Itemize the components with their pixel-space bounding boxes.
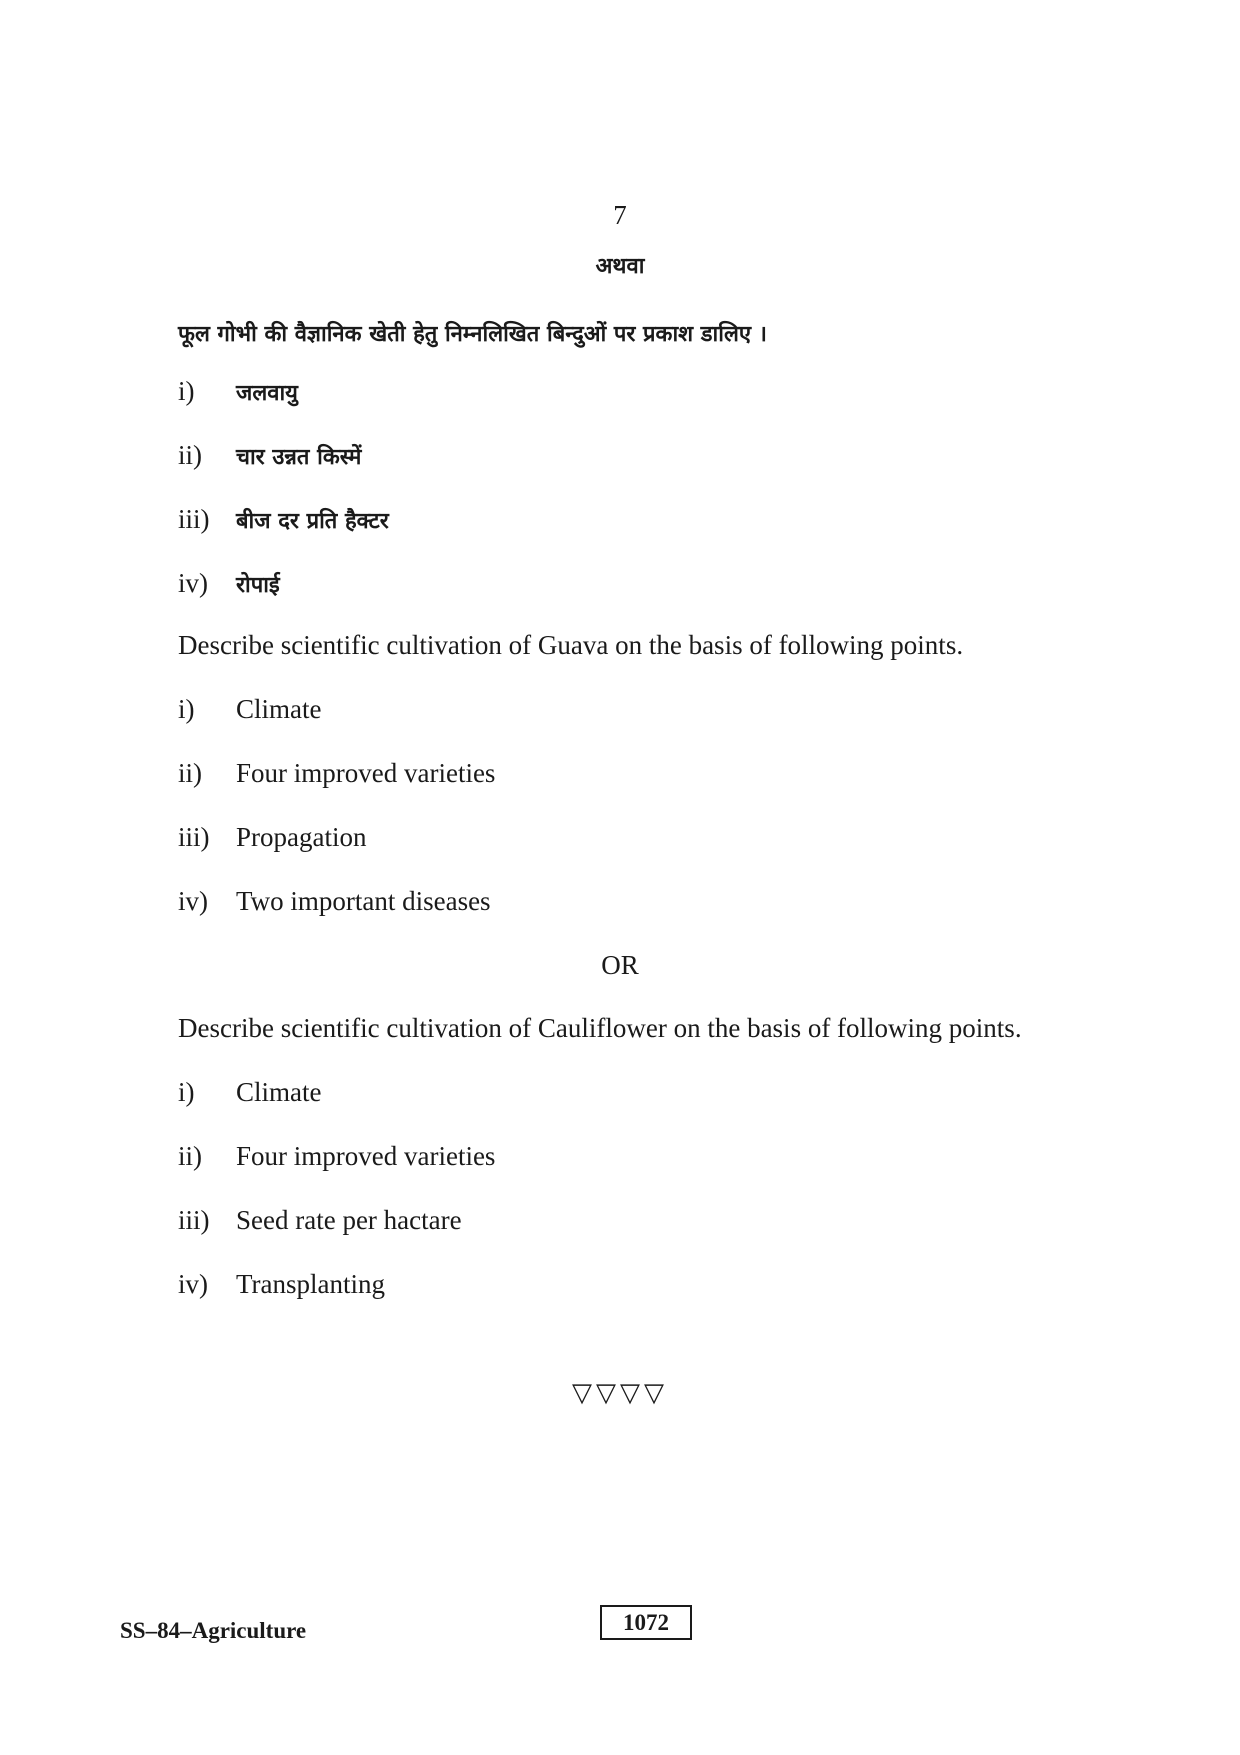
item-text: Climate — [236, 694, 322, 724]
item-number: iii) — [178, 1205, 210, 1235]
item-text: Climate — [236, 1077, 322, 1107]
item-number: iv) — [178, 886, 208, 916]
item-number: i) — [178, 376, 195, 406]
item-text: Four improved varieties — [236, 758, 496, 788]
item-text: Transplanting — [236, 1269, 386, 1299]
question-guava: Describe scientific cultivation of Guava on the basis of following points. — [178, 630, 964, 660]
list-item — [178, 1077, 321, 1108]
list-item — [178, 1141, 495, 1172]
item-text: चार उन्नत किस्में — [236, 445, 362, 470]
item-number: ii) — [178, 440, 202, 470]
item-number: iv) — [178, 568, 208, 598]
item-number: ii) — [178, 1141, 202, 1171]
list-item — [178, 376, 298, 407]
list-item — [178, 1205, 462, 1236]
or-heading-english: OR — [601, 950, 639, 980]
item-text: रोपाई — [236, 573, 280, 598]
item-number: i) — [178, 1077, 195, 1107]
list-item — [178, 568, 280, 599]
paper-code: SS–84–Agriculture — [120, 1618, 307, 1643]
item-number: iii) — [178, 822, 210, 852]
item-text: जलवायु — [236, 381, 298, 406]
item-number: iv) — [178, 1269, 208, 1299]
item-text: Propagation — [236, 822, 367, 852]
item-text: Four improved varieties — [236, 1141, 496, 1171]
list-item — [178, 694, 321, 725]
question-cauliflower: Describe scientific cultivation of Cauliflower on the basis of following points. — [178, 1013, 1022, 1043]
question-hindi: फूल गोभी की वैज्ञानिक खेती हेतु निम्नलिखित बिन्दुओं पर प्रकाश डालिए । — [178, 322, 768, 347]
page-code-box: 1072 — [600, 1605, 692, 1640]
or-heading-hindi: अथवा — [595, 254, 645, 279]
page-number: 7 — [613, 200, 627, 230]
list-item — [178, 1269, 385, 1300]
list-item — [178, 886, 491, 917]
list-item — [178, 822, 366, 853]
list-item — [178, 758, 495, 789]
end-of-paper-triangles: ▽▽▽▽ — [572, 1378, 668, 1408]
list-item — [178, 440, 361, 471]
item-text: Seed rate per hactare — [236, 1205, 462, 1235]
item-number: iii) — [178, 504, 210, 534]
list-item — [178, 504, 389, 535]
item-text: Two important diseases — [236, 886, 491, 916]
item-number: ii) — [178, 758, 202, 788]
item-number: i) — [178, 694, 195, 724]
item-text: बीज दर प्रति हैक्टर — [236, 509, 389, 534]
